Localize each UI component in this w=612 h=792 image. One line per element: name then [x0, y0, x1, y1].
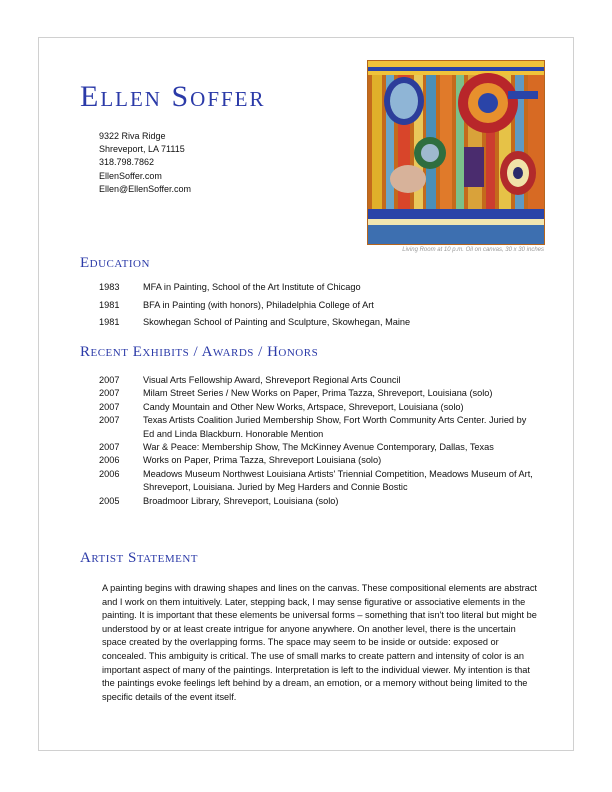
email: Ellen@EllenSoffer.com: [99, 183, 192, 194]
list-item: [99, 414, 535, 441]
year: 1981: [99, 299, 120, 310]
list-item: [99, 401, 535, 414]
painting-caption: Living Room at 10 p.m. Oil on canvas, 30 x 30 inches: [402, 247, 544, 253]
list-item: [99, 495, 535, 508]
year: 1981: [99, 317, 120, 327]
list-item: [99, 314, 529, 332]
year: 2007: [99, 442, 120, 453]
exhibits-heading: Recent Exhibits / Awards / Honors: [80, 344, 319, 360]
year: 2007: [99, 388, 120, 399]
entry-text: Texas Artists Coalition Juried Membership Show, Fort Worth Community Arts Center. Juried by Ed and Linda Blackburn. Honorable Mention: [143, 415, 527, 439]
list-item: [99, 468, 535, 495]
entry-text: Skowhegan School of Painting and Sculpture, Skowhegan, Maine: [143, 317, 411, 327]
list-item: [99, 279, 529, 297]
entry-text: Works on Paper, Prima Tazza, Shreveport Louisiana (solo): [143, 455, 382, 466]
year: 2006: [99, 468, 120, 479]
list-item: [99, 441, 535, 454]
city-line: Shreveport, LA 71115: [99, 144, 185, 155]
website: EllenSoffer.com: [99, 170, 162, 181]
list-item: [99, 297, 529, 315]
year: 2007: [99, 415, 120, 426]
artist-name: Ellen Soffer: [80, 80, 266, 113]
education-list: [99, 279, 529, 332]
year: 2006: [99, 455, 120, 466]
entry-text: Candy Mountain and Other New Works, Artspace, Shreveport, Louisiana (solo): [143, 401, 464, 412]
exhibits-list: [99, 374, 535, 508]
entry-text: Visual Arts Fellowship Award, Shreveport Regional Arts Council: [143, 375, 401, 385]
address-line: 9322 Riva Ridge: [99, 131, 166, 141]
year: 1983: [99, 282, 120, 292]
entry-text: Milam Street Series / New Works on Paper, Prima Tazza, Shreveport, Louisiana (solo): [143, 388, 493, 399]
entry-text: Broadmoor Library, Shreveport, Louisiana (solo): [143, 495, 339, 506]
statement-body: A painting begins with drawing shapes and lines on the canvas. These compositional elements are abstract and I work on them intuitively. Later, stepping back, I may sense figurative or associative elements in the painting. It is important that these elements be universal forms – something that isn't too literal but might be understood by or at least create intrigue for anyone anywhere. On another level, there is the uncertain space created by the overlapping forms. The space may seem to be inside or outside: exposed or concealed. This ambiguity is critical. The use of small marks to create pattern and intensity of color is an important aspect of many of the paintings. Interpretation is left to the individual viewer. My intention is that the paintings evoke feelings left behind by a dream, an emotion, or a memory without being limited to the specific details of the event itself.: [102, 583, 537, 702]
entry-text: MFA in Painting, School of the Art Institute of Chicago: [143, 282, 361, 292]
list-item: [99, 374, 535, 387]
phone: 318.798.7862: [99, 157, 155, 168]
year: 2005: [99, 495, 120, 506]
list-item: [99, 454, 535, 467]
year: 2007: [99, 401, 120, 412]
entry-text: Meadows Museum Northwest Louisiana Artists' Triennial Competition, Meadows Museum of Art, Shreveport, Louisiana. Juried by Meg Harders and Connie Bostic: [143, 468, 533, 493]
entry-text: BFA in Painting (with honors), Philadelphia College of Art: [143, 299, 374, 310]
list-item: [99, 387, 535, 400]
education-heading: Education: [80, 255, 150, 271]
entry-text: War & Peace: Membership Show, The McKinney Avenue Contemporary, Dallas, Texas: [143, 442, 494, 453]
painting-image: [367, 60, 545, 245]
statement-heading: Artist Statement: [80, 550, 198, 566]
year: 2007: [99, 375, 120, 385]
contact-block: [99, 130, 191, 196]
